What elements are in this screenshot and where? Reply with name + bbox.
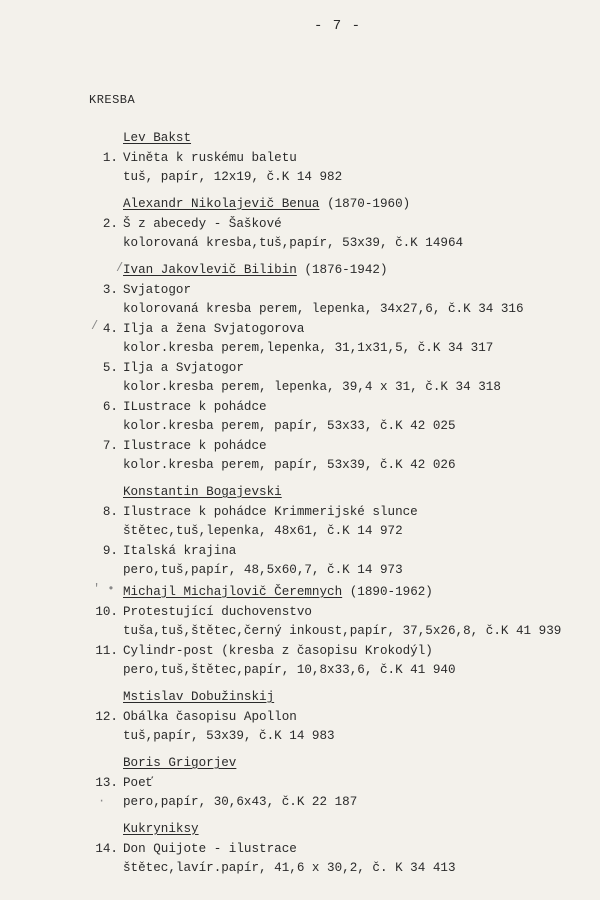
margin-mark: / — [116, 261, 124, 275]
catalog-entry: 6. ILustrace k pohádce — [102, 399, 267, 414]
page-number: - 7 - — [314, 18, 362, 34]
artist-heading: Ivan Jakovlevič Bilibin (1876-1942) — [123, 263, 388, 277]
catalog-entry: 12. Obálka časopisu Apollon — [95, 709, 297, 724]
artist-heading: Alexandr Nikolajevič Benua (1870-1960) — [123, 197, 411, 211]
entry-details: kolor.kresba perem, papír, 53x33, č.K 42 025 — [123, 419, 456, 433]
catalog-entry: 13. Poeť — [95, 775, 154, 790]
entry-details: kolor.kresba perem, lepenka, 39,4 x 31, č.K 34 318 — [123, 380, 501, 394]
catalog-entry: 11. Cylindr-post (kresba z časopisu Krokodýl) — [95, 643, 433, 658]
section-title: KRESBA — [89, 93, 136, 107]
entry-details: pero,tuš,štětec,papír, 10,8x33,6, č.K 41 940 — [123, 663, 456, 677]
catalog-entry: 14. Don Quijote - ilustrace — [95, 841, 297, 856]
entry-details: tuš,papír, 53x39, č.K 14 983 — [123, 729, 335, 743]
catalog-entry: 8. Ilustrace k pohádce Krimmerijské slunce — [102, 504, 418, 519]
artist-heading: Lev Bakst — [123, 131, 192, 145]
catalog-entry: 5. Ilja a Svjatogor — [102, 360, 244, 375]
entry-details: štětec,tuš,lepenka, 48x61, č.K 14 972 — [123, 524, 403, 538]
entry-details: tuša,tuš,štětec,černý inkoust,papír, 37,5x26,8, č.K 41 939 — [123, 624, 562, 638]
artist-heading: Konstantin Bogajevski — [123, 485, 282, 499]
entry-details: kolorovaná kresba,tuš,papír, 53x39, č.K 14964 — [123, 236, 464, 250]
catalog-entry: 7. Ilustrace k pohádce — [102, 438, 267, 453]
artist-heading: Boris Grigorjev — [123, 756, 237, 770]
entry-details: kolor.kresba perem,lepenka, 31,1x31,5, č.K 34 317 — [123, 341, 494, 355]
catalog-entry: 3. Svjatogor — [102, 282, 192, 297]
artist-heading: Michajl Michajlovič Čeremnych (1890-1962) — [123, 585, 433, 599]
catalog-entry: 9. Italská krajina — [102, 543, 237, 558]
catalog-entry: 10. Protestující duchovenstvo — [95, 604, 312, 619]
artist-heading: Mstislav Dobužinskij — [123, 690, 275, 704]
entry-details: kolor.kresba perem, papír, 53x39, č.K 42 026 — [123, 458, 456, 472]
catalog-entry: 1. Viněta k ruskému baletu — [102, 150, 297, 165]
catalog-entry: 4. Ilja a žena Svjatogorova — [102, 321, 305, 336]
entry-details: tuš, papír, 12x19, č.K 14 982 — [123, 170, 343, 184]
margin-mark: · — [98, 794, 106, 808]
entry-details: pero,tuš,papír, 48,5x60,7, č.K 14 973 — [123, 563, 403, 577]
entry-details: štětec,lavír.papír, 41,6 x 30,2, č. K 34 413 — [123, 861, 456, 875]
artist-heading: Kukryniksy — [123, 822, 199, 836]
margin-mark: / — [91, 319, 99, 333]
entry-details: kolorovaná kresba perem, lepenka, 34x27,6, č.K 34 316 — [123, 302, 524, 316]
margin-mark: ' • — [93, 582, 115, 596]
catalog-entry: 2. Š z abecedy - Šaškové — [102, 216, 282, 231]
entry-details: pero,papír, 30,6x43, č.K 22 187 — [123, 795, 358, 809]
